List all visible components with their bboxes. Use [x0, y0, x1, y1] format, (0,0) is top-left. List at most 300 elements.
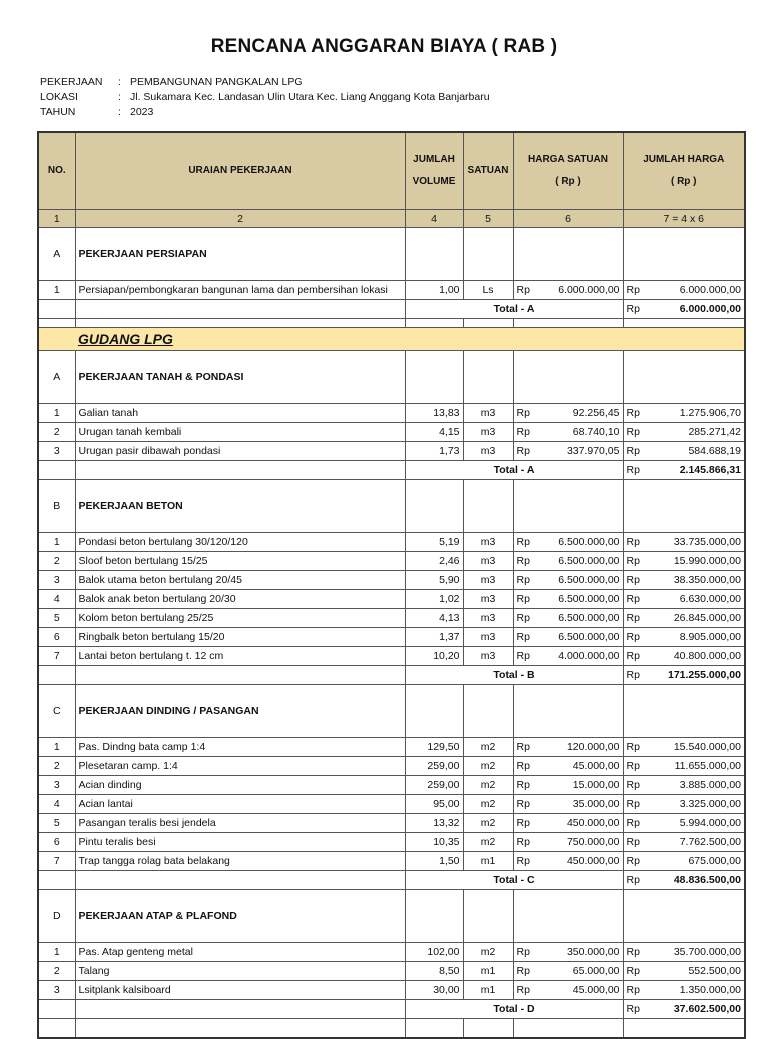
section-code: C — [38, 685, 75, 738]
row-description: Plesetaran camp. 1:4 — [75, 757, 405, 776]
section-total — [623, 461, 745, 480]
row-unit-price — [513, 423, 623, 442]
empty-cell — [463, 319, 513, 328]
row-description: Lantai beton bertulang t. 12 cm — [75, 647, 405, 666]
row-no: 4 — [38, 590, 75, 609]
amount-value: 45.000,00 — [572, 760, 620, 772]
total-label: Total - D — [405, 1000, 623, 1019]
amount-value: 6.500.000,00 — [558, 555, 620, 567]
empty-cell — [405, 890, 463, 943]
header-jumlah-harga — [623, 132, 745, 210]
row-unit-price — [513, 795, 623, 814]
table-row — [38, 281, 745, 300]
amount-value: 92.256,45 — [572, 407, 620, 419]
row-total-price — [623, 571, 745, 590]
colnum: 2 — [75, 210, 405, 228]
row-unit-price — [513, 814, 623, 833]
row-unit: m3 — [463, 442, 513, 461]
row-volume: 1,37 — [405, 628, 463, 647]
section-code: B — [38, 480, 75, 533]
row-description: Ringbalk beton bertulang 15/20 — [75, 628, 405, 647]
row-volume: 13,32 — [405, 814, 463, 833]
currency-label: Rp — [516, 445, 530, 457]
empty-cell — [38, 328, 75, 351]
amount-value: 675.000,00 — [688, 855, 741, 867]
row-unit-price — [513, 757, 623, 776]
header-harga-2: ( Rp ) — [555, 176, 581, 187]
colnum: 7 = 4 x 6 — [623, 210, 745, 228]
row-unit: m3 — [463, 423, 513, 442]
group-title — [75, 328, 745, 351]
currency-label: Rp — [626, 426, 640, 438]
header-jharga-1: JUMLAH HARGA — [643, 154, 725, 165]
amount-value: 350.000,00 — [566, 946, 620, 958]
row-unit-price — [513, 571, 623, 590]
end-row — [38, 1019, 745, 1039]
amount-value: 450.000,00 — [566, 855, 620, 867]
meta-row-lokasi — [40, 90, 490, 105]
row-unit: m1 — [463, 981, 513, 1000]
row-description: Pintu teralis besi — [75, 833, 405, 852]
row-unit: Ls — [463, 281, 513, 300]
currency-label: Rp — [516, 650, 530, 662]
row-unit-price — [513, 647, 623, 666]
empty-cell — [513, 685, 623, 738]
project-info — [40, 75, 490, 120]
table-row — [38, 757, 745, 776]
table-row — [38, 590, 745, 609]
empty-cell — [38, 300, 75, 319]
meta-label: PEKERJAAN — [40, 76, 103, 88]
colnum: 5 — [463, 210, 513, 228]
row-total-price — [623, 738, 745, 757]
section-total — [623, 300, 745, 319]
row-total-price — [623, 628, 745, 647]
amount-value: 450.000,00 — [566, 817, 620, 829]
row-volume: 4,15 — [405, 423, 463, 442]
row-no: 7 — [38, 852, 75, 871]
table-row — [38, 738, 745, 757]
empty-cell — [38, 666, 75, 685]
amount-value: 68.740,10 — [572, 426, 620, 438]
row-description: Urugan pasir dibawah pondasi — [75, 442, 405, 461]
row-description: Acian dinding — [75, 776, 405, 795]
meta-sep: : — [118, 91, 121, 103]
row-unit: m3 — [463, 533, 513, 552]
row-unit-price — [513, 776, 623, 795]
row-no: 5 — [38, 814, 75, 833]
column-numbering-row — [38, 210, 745, 228]
row-unit: m3 — [463, 647, 513, 666]
row-volume: 10,35 — [405, 833, 463, 852]
row-no: 1 — [38, 943, 75, 962]
row-no: 3 — [38, 442, 75, 461]
row-unit: m2 — [463, 943, 513, 962]
section-total — [623, 666, 745, 685]
row-unit: m1 — [463, 852, 513, 871]
row-description: Balok utama beton bertulang 20/45 — [75, 571, 405, 590]
amount-value: 3.325.000,00 — [679, 798, 741, 810]
table-row — [38, 571, 745, 590]
table-row — [38, 552, 745, 571]
section-code: A — [38, 228, 75, 281]
empty-cell — [463, 685, 513, 738]
row-no: 1 — [38, 281, 75, 300]
amount-value: 6.500.000,00 — [558, 536, 620, 548]
header-uraian: URAIAN PEKERJAAN — [75, 132, 405, 210]
empty-cell — [513, 228, 623, 281]
amount-value: 3.885.000,00 — [679, 779, 741, 791]
row-description: Galian tanah — [75, 404, 405, 423]
currency-label: Rp — [516, 536, 530, 548]
currency-label: Rp — [516, 965, 530, 977]
amount-value: 45.000,00 — [572, 984, 620, 996]
currency-label: Rp — [516, 817, 530, 829]
row-no: 6 — [38, 833, 75, 852]
row-no: 2 — [38, 962, 75, 981]
table-row — [38, 442, 745, 461]
row-description: Sloof beton bertulang 15/25 — [75, 552, 405, 571]
amount-value: 2.145.866,31 — [679, 464, 741, 476]
row-volume: 10,20 — [405, 647, 463, 666]
header-harga-1: HARGA SATUAN — [528, 154, 608, 165]
meta-row-pekerjaan — [40, 75, 490, 90]
amount-value: 7.762.500,00 — [679, 836, 741, 848]
row-volume: 1,73 — [405, 442, 463, 461]
header-satuan: SATUAN — [463, 132, 513, 210]
empty-cell — [405, 319, 463, 328]
empty-cell — [623, 319, 745, 328]
header-volume — [405, 132, 463, 210]
row-no: 1 — [38, 738, 75, 757]
row-description: Pasangan teralis besi jendela — [75, 814, 405, 833]
section-title: PEKERJAAN TANAH & PONDASI — [75, 351, 405, 404]
section-total-row — [38, 1000, 745, 1019]
row-description: Trap tangga rolag bata belakang — [75, 852, 405, 871]
amount-value: 4.000.000,00 — [558, 650, 620, 662]
amount-value: 6.500.000,00 — [558, 574, 620, 586]
row-description: Lsitplank kalsiboard — [75, 981, 405, 1000]
currency-label: Rp — [626, 779, 640, 791]
empty-cell — [463, 228, 513, 281]
table-row — [38, 981, 745, 1000]
amount-value: 6.000.000,00 — [558, 284, 620, 296]
header-no: NO. — [38, 132, 75, 210]
amount-value: 1.275.906,70 — [679, 407, 741, 419]
row-unit: m2 — [463, 757, 513, 776]
currency-label: Rp — [516, 612, 530, 624]
amount-value: 337.970,05 — [566, 445, 620, 457]
section-code: D — [38, 890, 75, 943]
row-total-price — [623, 814, 745, 833]
row-unit: m1 — [463, 962, 513, 981]
row-total-price — [623, 404, 745, 423]
colnum: 1 — [38, 210, 75, 228]
amount-value: 6.000.000,00 — [679, 284, 741, 296]
colnum: 4 — [405, 210, 463, 228]
empty-cell — [75, 319, 405, 328]
table-row — [38, 609, 745, 628]
table-row — [38, 833, 745, 852]
row-unit-price — [513, 981, 623, 1000]
meta-value: 2023 — [130, 106, 154, 118]
amount-value: 6.500.000,00 — [558, 593, 620, 605]
empty-cell — [405, 351, 463, 404]
currency-label: Rp — [626, 407, 640, 419]
empty-cell — [38, 1019, 75, 1039]
total-label: Total - A — [405, 300, 623, 319]
header-volume-2: VOLUME — [412, 176, 456, 187]
row-total-price — [623, 647, 745, 666]
row-unit: m3 — [463, 552, 513, 571]
row-unit-price — [513, 609, 623, 628]
row-unit: m3 — [463, 609, 513, 628]
meta-value: Jl. Sukamara Kec. Landasan Ulin Utara Kec. Liang Anggang Kota Banjarbaru — [130, 91, 490, 103]
header-jharga-2: ( Rp ) — [670, 176, 697, 187]
currency-label: Rp — [516, 426, 530, 438]
empty-cell — [38, 319, 75, 328]
table-row — [38, 962, 745, 981]
currency-label: Rp — [626, 574, 640, 586]
empty-cell — [623, 351, 745, 404]
group-title-text: GUDANG LPG — [78, 331, 173, 347]
row-total-price — [623, 776, 745, 795]
empty-cell — [38, 1000, 75, 1019]
row-unit: m3 — [463, 628, 513, 647]
table-row — [38, 404, 745, 423]
meta-row-tahun — [40, 105, 490, 120]
row-no: 5 — [38, 609, 75, 628]
rab-table — [37, 131, 746, 1039]
row-unit: m3 — [463, 571, 513, 590]
section-title: PEKERJAAN DINDING / PASANGAN — [75, 685, 405, 738]
row-unit-price — [513, 533, 623, 552]
empty-cell — [75, 1019, 405, 1039]
empty-cell — [38, 461, 75, 480]
currency-label: Rp — [626, 669, 640, 681]
amount-value: 15.990.000,00 — [673, 555, 741, 567]
row-description: Persiapan/pembongkaran bangunan lama dan pembersihan lokasi — [75, 281, 405, 300]
row-unit-price — [513, 281, 623, 300]
row-unit: m2 — [463, 738, 513, 757]
row-volume: 13,83 — [405, 404, 463, 423]
row-volume: 2,46 — [405, 552, 463, 571]
currency-label: Rp — [626, 760, 640, 772]
section-header — [38, 480, 745, 533]
meta-label: LOKASI — [40, 91, 78, 103]
currency-label: Rp — [626, 798, 640, 810]
empty-cell — [75, 1000, 405, 1019]
currency-label: Rp — [516, 760, 530, 772]
amount-value: 11.655.000,00 — [674, 760, 741, 772]
row-unit-price — [513, 852, 623, 871]
table-row — [38, 628, 745, 647]
row-unit: m2 — [463, 814, 513, 833]
empty-cell — [75, 666, 405, 685]
currency-label: Rp — [626, 817, 640, 829]
currency-label: Rp — [626, 650, 640, 662]
currency-label: Rp — [626, 464, 640, 476]
section-title: PEKERJAAN PERSIAPAN — [75, 228, 405, 281]
currency-label: Rp — [516, 855, 530, 867]
amount-value: 6.500.000,00 — [558, 631, 620, 643]
row-description: Pondasi beton bertulang 30/120/120 — [75, 533, 405, 552]
row-description: Acian lantai — [75, 795, 405, 814]
empty-cell — [623, 228, 745, 281]
currency-label: Rp — [626, 946, 640, 958]
row-no: 7 — [38, 647, 75, 666]
row-unit: m3 — [463, 590, 513, 609]
amount-value: 33.735.000,00 — [673, 536, 741, 548]
section-total-row — [38, 871, 745, 890]
row-total-price — [623, 552, 745, 571]
currency-label: Rp — [516, 407, 530, 419]
empty-cell — [623, 890, 745, 943]
row-total-price — [623, 757, 745, 776]
amount-value: 8.905.000,00 — [679, 631, 741, 643]
table-row — [38, 852, 745, 871]
currency-label: Rp — [516, 574, 530, 586]
section-header — [38, 228, 745, 281]
amount-value: 285.271,42 — [688, 426, 741, 438]
currency-label: Rp — [516, 779, 530, 791]
row-volume: 8,50 — [405, 962, 463, 981]
amount-value: 15.000,00 — [572, 779, 620, 791]
row-volume: 102,00 — [405, 943, 463, 962]
empty-cell — [463, 890, 513, 943]
amount-value: 171.255.000,00 — [668, 669, 741, 681]
row-description: Talang — [75, 962, 405, 981]
currency-label: Rp — [516, 555, 530, 567]
row-no: 2 — [38, 757, 75, 776]
total-label: Total - C — [405, 871, 623, 890]
currency-label: Rp — [626, 836, 640, 848]
empty-cell — [405, 228, 463, 281]
row-description: Pas. Atap genteng metal — [75, 943, 405, 962]
row-total-price — [623, 962, 745, 981]
empty-cell — [405, 1019, 463, 1039]
empty-cell — [463, 351, 513, 404]
row-volume: 259,00 — [405, 776, 463, 795]
row-unit-price — [513, 590, 623, 609]
row-total-price — [623, 442, 745, 461]
empty-cell — [463, 1019, 513, 1039]
row-description: Pas. Dindng bata camp 1:4 — [75, 738, 405, 757]
total-label: Total - A — [405, 461, 623, 480]
amount-value: 37.602.500,00 — [673, 1003, 741, 1015]
section-title: PEKERJAAN BETON — [75, 480, 405, 533]
row-volume: 259,00 — [405, 757, 463, 776]
row-total-price — [623, 423, 745, 442]
row-description: Urugan tanah kembali — [75, 423, 405, 442]
row-total-price — [623, 795, 745, 814]
row-volume: 5,90 — [405, 571, 463, 590]
row-unit-price — [513, 628, 623, 647]
empty-cell — [405, 685, 463, 738]
empty-cell — [513, 351, 623, 404]
section-header — [38, 890, 745, 943]
row-unit-price — [513, 552, 623, 571]
amount-value: 40.800.000,00 — [673, 650, 741, 662]
row-no: 4 — [38, 795, 75, 814]
empty-cell — [38, 871, 75, 890]
currency-label: Rp — [626, 284, 640, 296]
row-no: 3 — [38, 981, 75, 1000]
row-no: 2 — [38, 423, 75, 442]
row-total-price — [623, 281, 745, 300]
empty-cell — [513, 319, 623, 328]
meta-value: PEMBANGUNAN PANGKALAN LPG — [130, 76, 303, 88]
row-description: Kolom beton bertulang 25/25 — [75, 609, 405, 628]
section-total — [623, 871, 745, 890]
currency-label: Rp — [516, 798, 530, 810]
row-unit: m2 — [463, 776, 513, 795]
colnum: 6 — [513, 210, 623, 228]
row-volume: 4,13 — [405, 609, 463, 628]
currency-label: Rp — [626, 612, 640, 624]
amount-value: 584.688,19 — [688, 445, 741, 457]
currency-label: Rp — [516, 946, 530, 958]
currency-label: Rp — [516, 741, 530, 753]
section-header — [38, 685, 745, 738]
currency-label: Rp — [626, 631, 640, 643]
row-no: 3 — [38, 571, 75, 590]
currency-label: Rp — [516, 836, 530, 848]
row-unit: m2 — [463, 795, 513, 814]
amount-value: 6.630.000,00 — [679, 593, 741, 605]
row-no: 1 — [38, 533, 75, 552]
currency-label: Rp — [626, 874, 640, 886]
row-total-price — [623, 833, 745, 852]
empty-cell — [513, 1019, 623, 1039]
meta-sep: : — [118, 76, 121, 88]
row-total-price — [623, 852, 745, 871]
row-volume: 1,50 — [405, 852, 463, 871]
row-volume: 5,19 — [405, 533, 463, 552]
empty-cell — [75, 461, 405, 480]
row-volume: 30,00 — [405, 981, 463, 1000]
row-unit-price — [513, 404, 623, 423]
currency-label: Rp — [626, 303, 640, 315]
amount-value: 6.000.000,00 — [679, 303, 741, 315]
amount-value: 1.350.000,00 — [679, 984, 741, 996]
currency-label: Rp — [516, 984, 530, 996]
section-code: A — [38, 351, 75, 404]
currency-label: Rp — [626, 965, 640, 977]
amount-value: 15.540.000,00 — [673, 741, 741, 753]
empty-cell — [75, 300, 405, 319]
group-band — [38, 328, 745, 351]
empty-cell — [513, 480, 623, 533]
header-harga-satuan — [513, 132, 623, 210]
row-unit: m3 — [463, 404, 513, 423]
currency-label: Rp — [626, 741, 640, 753]
amount-value: 6.500.000,00 — [558, 612, 620, 624]
total-label: Total - B — [405, 666, 623, 685]
table-row — [38, 943, 745, 962]
row-unit-price — [513, 943, 623, 962]
row-unit-price — [513, 738, 623, 757]
amount-value: 120.000,00 — [566, 741, 620, 753]
table-row — [38, 647, 745, 666]
currency-label: Rp — [626, 445, 640, 457]
section-total — [623, 1000, 745, 1019]
row-total-price — [623, 533, 745, 552]
amount-value: 48.836.500,00 — [673, 874, 741, 886]
row-volume: 1,02 — [405, 590, 463, 609]
section-total-row — [38, 461, 745, 480]
empty-cell — [463, 480, 513, 533]
